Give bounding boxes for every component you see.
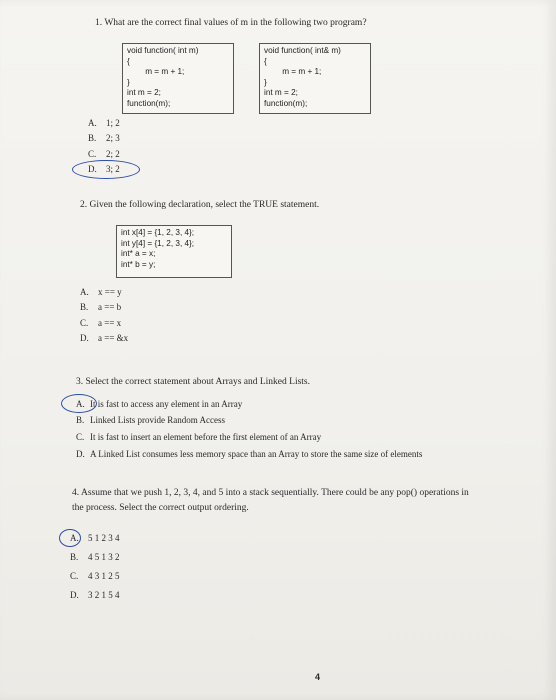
q1-option-c: C. 2; 2 [88,149,120,159]
code-line: } [264,77,267,87]
q1-question: 1. What are the correct final values of m in the following two program? [95,18,367,28]
q2-option-b: B. a == b [80,302,122,312]
q1-code-box-2 [259,43,371,114]
q4-question-line2: the process. Select the correct output ordering. [72,503,249,513]
q4-option-a: A. 5 1 2 3 4 [70,533,120,543]
q3-option-d: D. A Linked List consumes less memory space than an Array to store the same size of elements [76,449,423,459]
q1-answer-circle [72,160,140,179]
q2-question: 2. Given the following declaration, select the TRUE statement. [80,200,320,210]
q2-option-c: C. a == x [80,318,122,328]
code-line: function(m); [264,98,308,108]
code-line: } [127,77,130,87]
code-line: { [264,56,267,66]
q4-question-line1: 4. Assume that we push 1, 2, 3, 4, and 5 into a stack sequentially. There could be any pop() operations in [72,488,469,498]
code-line: void function( int& m) [264,46,341,55]
q3-answer-circle [61,394,97,413]
q1-option-a: A. 1; 2 [88,118,120,128]
q4-option-c: C. 4 3 1 2 5 [70,571,120,581]
code-line: int* a = x; [121,249,156,258]
q2-option-d: D. a == &x [80,333,129,343]
code-line: function(m); [127,98,171,108]
q1-option-d: D. 3; 2 [88,164,120,174]
q3-option-c: C. It is fast to insert an element before the first element of an Array [76,432,322,442]
q2-option-a: A. x == y [80,287,122,297]
code-line: int y[4] = {1, 2, 3, 4}; [121,238,195,248]
code-line: int m = 2; [264,88,298,97]
code-line: { [127,56,130,66]
q4-answer-circle [59,529,81,547]
code-line: void function( int m) [127,46,199,55]
q3-option-a: A. It is fast to access any element in an Array [76,399,243,409]
code-line: int x[4] = {1, 2, 3, 4}; [121,228,195,237]
code-line: m = m + 1; [264,67,322,76]
q4-option-d: D. 3 2 1 5 4 [70,590,120,600]
code-line: int* b = y; [121,259,156,269]
code-line: int m = 2; [127,88,161,97]
q1-code-box-1 [122,43,234,114]
q4-option-b: B. 4 5 1 3 2 [70,552,120,562]
q3-question: 3. Select the correct statement about Arrays and Linked Lists. [76,377,310,387]
q3-option-b: B. Linked Lists provide Random Access [76,415,225,425]
q2-code-box [116,225,232,278]
q1-option-b: B. 2; 3 [88,133,120,143]
page-number: 4 [315,672,321,682]
code-line: m = m + 1; [127,67,185,76]
